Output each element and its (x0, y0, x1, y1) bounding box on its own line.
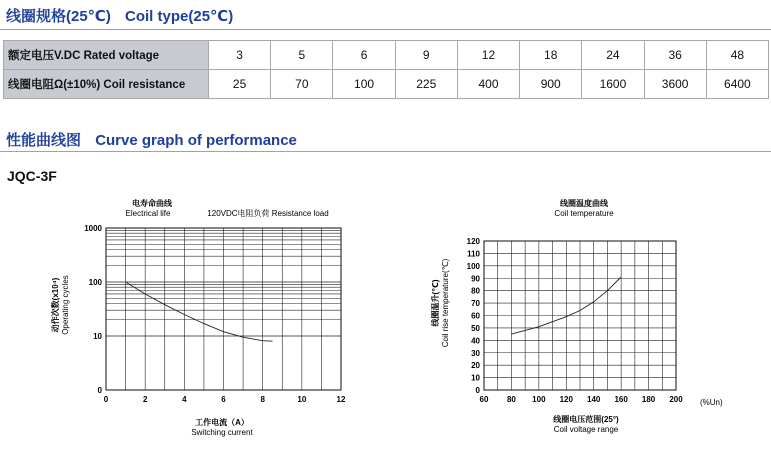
electrical-life-x-tick: 8 (260, 395, 265, 404)
electrical-life-x-tick: 12 (336, 395, 346, 404)
electrical-life-x-ticks (104, 395, 346, 404)
coil-temperature-grid (484, 241, 676, 390)
coil-table-cell: 3600 (644, 70, 706, 99)
coil-table-cell: 36 (644, 41, 706, 70)
coil-temperature-chart (400, 195, 771, 455)
electrical-life-y-tick: 0 (97, 386, 102, 395)
coil-type-heading (6, 5, 233, 26)
coil-temperature-x-tick: 120 (559, 395, 573, 404)
coil-temperature-y-tick: 100 (466, 261, 480, 271)
coil-temperature-ylabel-en: Coil rise temperature(℃) (441, 258, 450, 348)
coil-temperature-y-tick: 110 (467, 249, 480, 259)
coil-table-cell: 70 (271, 70, 333, 99)
coil-table-cell: 400 (457, 70, 519, 99)
coil-temperature-x-tick: 140 (587, 395, 601, 404)
curve-heading (6, 129, 297, 150)
electrical-life-chart (0, 195, 380, 455)
electrical-life-xlabel-en: Switching current (191, 428, 253, 437)
electrical-life-grid (106, 228, 341, 390)
coil-table-cell: 12 (457, 41, 519, 70)
coil-table-cell: 900 (520, 70, 582, 99)
electrical-life-x-tick: 10 (297, 395, 307, 404)
coil-temperature-ylabel-cn: 线圈温升(℃) (431, 279, 440, 327)
coil-type-divider (0, 29, 771, 30)
curve-heading-cn: 性能曲线图 (6, 132, 82, 149)
coil-table-cell: 9 (395, 41, 457, 70)
electrical-life-x-tick: 0 (103, 395, 109, 404)
coil-table-cell: 6400 (706, 70, 768, 99)
electrical-life-x-tick: 6 (221, 395, 226, 404)
coil-temperature-title-cn: 线圈温度曲线 (560, 199, 608, 208)
coil-temperature-x-tick: 180 (641, 395, 656, 404)
coil-temperature-x-tick: 160 (614, 395, 628, 404)
coil-spec-table-body (4, 41, 769, 99)
coil-temperature-y-tick: 20 (471, 361, 480, 371)
coil-temperature-x-tick: 200 (669, 395, 683, 404)
electrical-life-y-tick: 100 (88, 278, 102, 287)
coil-temperature-x-tick: 60 (479, 395, 489, 404)
electrical-life-title-cn: 电寿命曲线 (132, 199, 172, 208)
coil-temperature-y-ticks (467, 237, 481, 395)
electrical-life-x-tick: 4 (182, 395, 187, 404)
coil-temperature-x-tick: 100 (532, 395, 546, 404)
coil-table-cell: 24 (582, 41, 644, 70)
coil-table-cell: 100 (333, 70, 395, 99)
coil-temperature-y-tick: 60 (471, 311, 480, 321)
coil-table-row (4, 70, 769, 99)
electrical-life-ylabel-en: Operating cycles (61, 275, 70, 335)
coil-temperature-xlabel-en: Coil voltage range (553, 425, 619, 434)
coil-table-cell: 48 (706, 41, 768, 70)
coil-table-cell: 5 (271, 41, 333, 70)
electrical-life-ylabel-cn: 动作次数(x10⁴) (51, 277, 60, 333)
electrical-life-subtitle: 120VDC电阻负荷 Resistance load (207, 209, 329, 218)
electrical-life-y-tick: 1000 (84, 224, 102, 233)
coil-table-cell: 1600 (582, 70, 644, 99)
coil-table-cell: 25 (209, 70, 271, 99)
coil-type-heading-cn: 线圈规格(25℃) (6, 8, 111, 25)
coil-table-cell: 3 (209, 41, 271, 70)
electrical-life-xlabel-cn: 工作电流（A） (195, 418, 249, 427)
coil-temperature-y-tick: 70 (471, 299, 480, 309)
coil-table-row-header: 线圈电阻Ω(±10%) Coil resistance (4, 70, 209, 99)
coil-table-cell: 18 (520, 41, 582, 70)
coil-type-heading-en: Coil type(25℃) (125, 8, 234, 25)
coil-temperature-xlabel-cn: 线圈电压范围(25°) (553, 415, 619, 424)
coil-temperature-y-tick: 30 (471, 348, 480, 358)
curve-heading-en: Curve graph of performance (95, 132, 297, 149)
coil-spec-table (3, 40, 769, 99)
coil-table-cell: 6 (333, 41, 395, 70)
coil-temperature-x-tick: 80 (506, 395, 516, 404)
coil-table-cell: 225 (395, 70, 457, 99)
coil-temperature-y-tick: 80 (471, 286, 480, 296)
curve-divider (0, 151, 771, 152)
coil-temperature-y-tick: 10 (471, 373, 480, 383)
electrical-life-x-tick: 2 (142, 395, 148, 404)
coil-table-row (4, 41, 769, 70)
coil-temperature-y-tick: 120 (466, 237, 480, 246)
coil-table-row-header: 额定电压V.DC Rated voltage (4, 41, 209, 70)
coil-temperature-y-tick: 40 (471, 336, 480, 346)
electrical-life-curve (126, 282, 273, 341)
electrical-life-title-en: Electrical life (125, 209, 171, 218)
coil-temperature-title-en: Coil temperature (554, 209, 614, 218)
electrical-life-y-tick: 10 (93, 332, 102, 341)
coil-temperature-x-unit: (%Un) (700, 398, 723, 407)
coil-temperature-y-tick: 0 (475, 386, 480, 395)
coil-temperature-y-tick: 90 (471, 274, 480, 284)
electrical-life-y-ticks (84, 224, 102, 395)
coil-temperature-x-ticks (480, 395, 684, 404)
model-label: JQC-3F (7, 168, 57, 184)
coil-temperature-y-tick: 50 (471, 323, 480, 333)
